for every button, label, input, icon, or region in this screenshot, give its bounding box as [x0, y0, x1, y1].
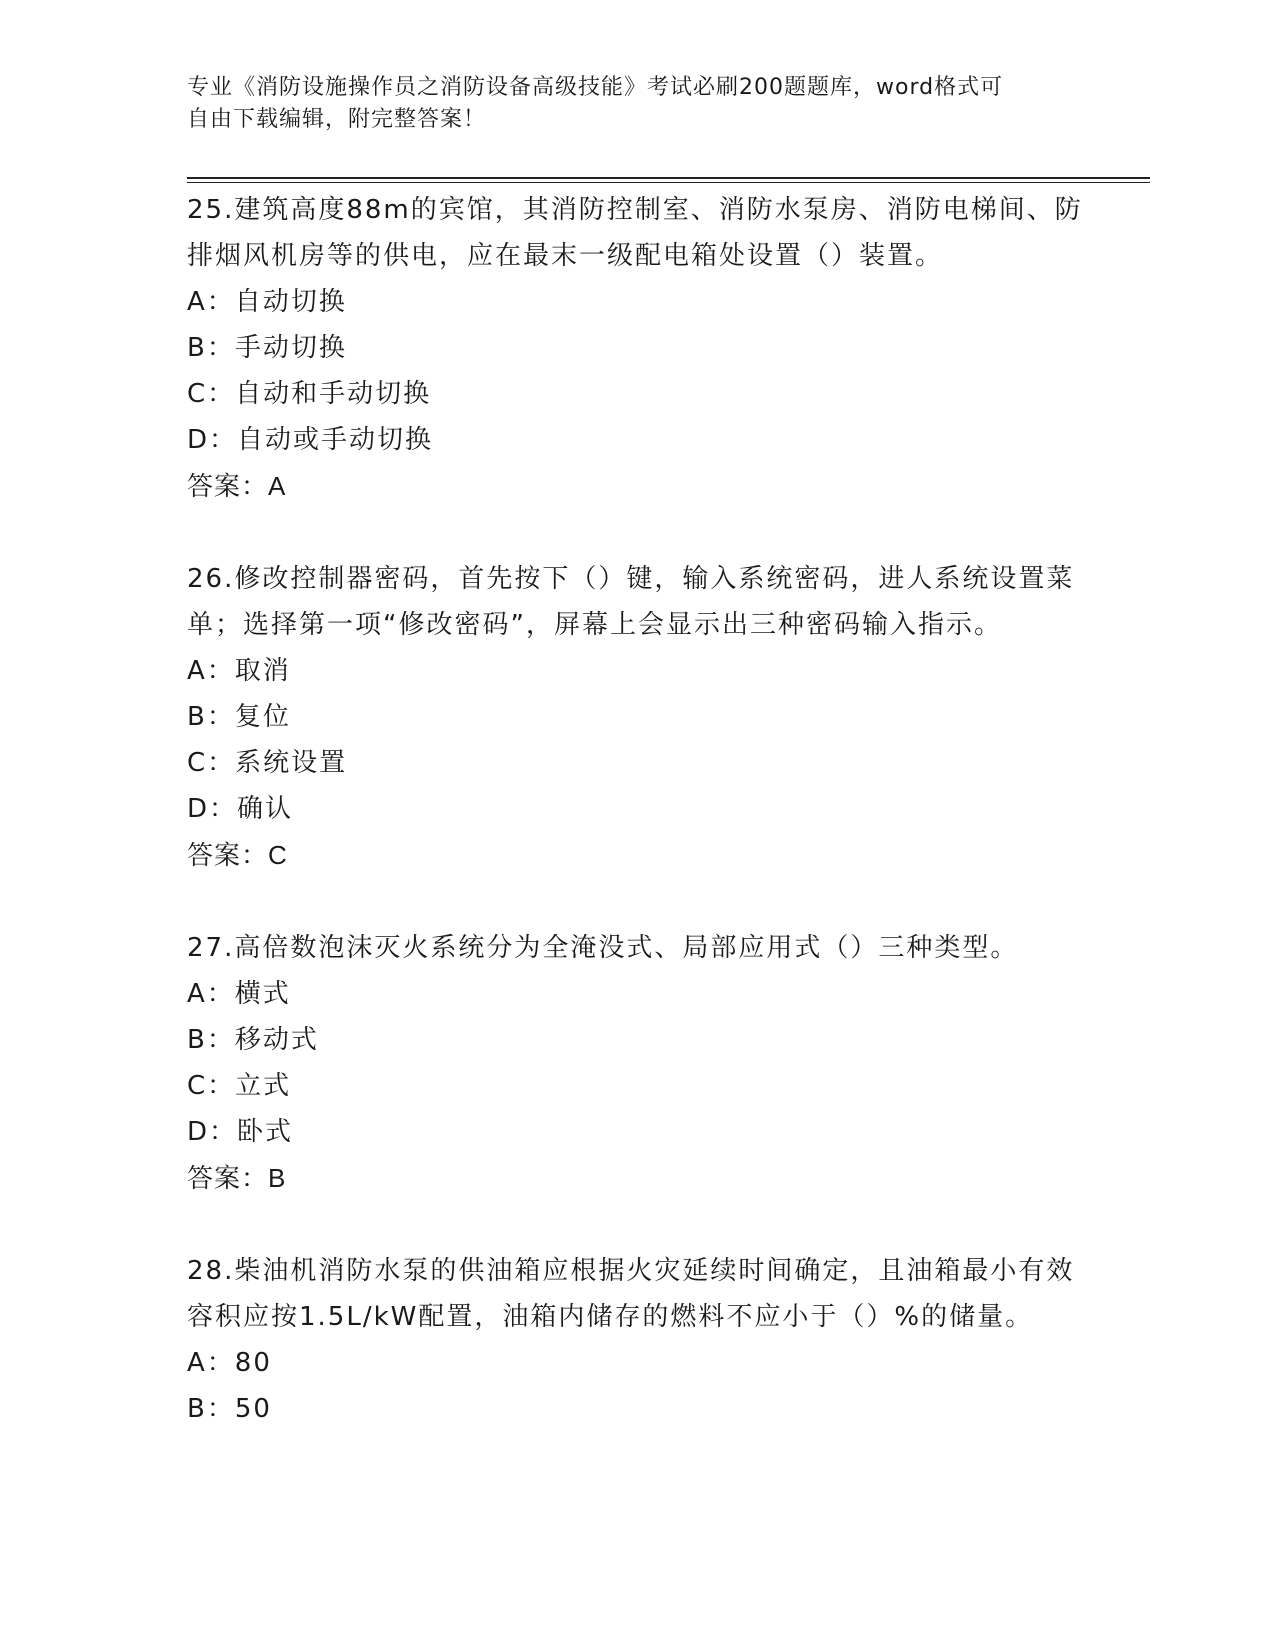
option-c: C：立式 — [187, 1071, 292, 1101]
option-b: B：手动切换 — [187, 333, 347, 363]
option-d: D：卧式 — [187, 1117, 294, 1147]
question-25 — [187, 187, 1087, 509]
header-divider-thin — [187, 182, 1150, 183]
header-divider-thick — [187, 177, 1150, 179]
header-line-2: 自由下载编辑，附完整答案！ — [187, 107, 487, 132]
question-26 — [187, 556, 1087, 878]
option-a: A：80 — [187, 1348, 272, 1378]
document-header — [187, 72, 1087, 136]
question-27 — [187, 925, 1087, 1201]
question-28 — [187, 1248, 1087, 1432]
option-b: B：移动式 — [187, 1025, 319, 1055]
question-list — [187, 187, 1087, 1479]
option-c: C：系统设置 — [187, 748, 348, 778]
option-a: A：自动切换 — [187, 287, 347, 317]
header-line-1: 专业《消防设施操作员之消防设备高级技能》考试必刷200题题库，word格式可 — [187, 75, 1004, 100]
option-b: B：复位 — [187, 702, 291, 732]
option-d: D：自动或手动切换 — [187, 425, 434, 455]
answer: 答案：B — [187, 1163, 287, 1193]
question-text: 27.高倍数泡沫灭火系统分为全淹没式、局部应用式（）三种类型。 — [187, 933, 1019, 963]
option-b: B：50 — [187, 1394, 272, 1424]
option-d: D：确认 — [187, 794, 294, 824]
answer: 答案：C — [187, 840, 288, 870]
question-text: 26.修改控制器密码，首先按下（）键，输入系统密码，进人系统设置菜单；选择第一项“修改密码”，屏幕上会显示出三种密码输入指示。 — [187, 564, 1075, 640]
option-c: C：自动和手动切换 — [187, 379, 432, 409]
option-a: A：取消 — [187, 656, 291, 686]
option-a: A：横式 — [187, 979, 291, 1009]
question-text: 28.柴油机消防水泵的供油箱应根据火灾延续时间确定，且油箱最小有效容积应按1.5L/kW配置，油箱内储存的燃料不应小于（）%的储量。 — [187, 1256, 1075, 1332]
question-text: 25.建筑高度88m的宾馆，其消防控制室、消防水泵房、消防电梯间、防排烟风机房等的供电，应在最末一级配电箱处设置（）装置。 — [187, 195, 1083, 271]
answer: 答案：A — [187, 471, 287, 501]
